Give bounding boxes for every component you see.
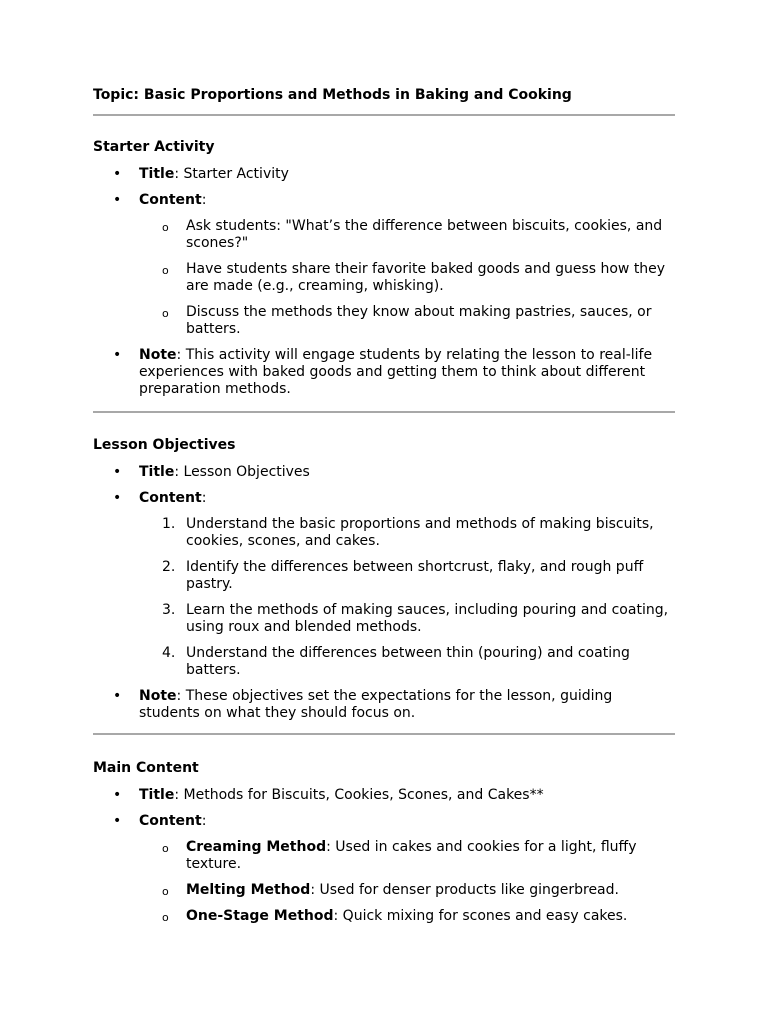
list-item: [93, 166, 675, 183]
content-label: Content: [139, 192, 202, 208]
method-text: : Used in cakes and cookies for a light, fluffy texture.: [186, 839, 637, 872]
list-item: [93, 192, 675, 209]
bullet-icon: •: [113, 490, 122, 506]
bullet-icon: •: [113, 813, 122, 829]
method-label: Creaming Method: [186, 839, 327, 855]
content-suffix: :: [201, 490, 207, 506]
list-item: [93, 464, 675, 481]
title-label: Title: [139, 787, 175, 803]
content-suffix: :: [201, 813, 207, 829]
section-heading-starter: Starter Activity: [93, 139, 215, 155]
method-label: One-Stage Method: [186, 908, 334, 924]
item-text: Understand the basic proportions and methods of making biscuits, cookies, scones, and cakes.: [186, 516, 654, 549]
list-item: [93, 813, 675, 830]
main-section: [93, 787, 675, 934]
circle-bullet-icon: o: [162, 221, 169, 234]
divider: [93, 114, 675, 116]
content-suffix: :: [201, 192, 207, 208]
bullet-icon: •: [113, 347, 122, 363]
title-value: : Starter Activity: [174, 166, 289, 182]
sub-list-item: [93, 839, 675, 873]
numbered-item: [93, 602, 675, 636]
objectives-section: [93, 464, 675, 731]
starter-section: [93, 166, 675, 407]
item-number: 3.: [162, 602, 176, 618]
title-label: Title: [139, 464, 175, 480]
content-label: Content: [139, 490, 202, 506]
item-number: 2.: [162, 559, 176, 575]
bullet-icon: •: [113, 166, 122, 182]
title-value: : Methods for Biscuits, Cookies, Scones, and Cakes**: [174, 787, 544, 803]
item-number: 1.: [162, 516, 176, 532]
sub-item-text: Discuss the methods they know about making pastries, sauces, or batters.: [186, 304, 652, 337]
section-heading-objectives: Lesson Objectives: [93, 437, 236, 453]
bullet-icon: •: [113, 192, 122, 208]
sub-item-text: Ask students: "What’s the difference between biscuits, cookies, and scones?": [186, 218, 663, 251]
title-label: Title: [139, 166, 175, 182]
sub-list-item: [93, 261, 675, 295]
section-heading-main: Main Content: [93, 760, 199, 776]
note-text: : These objectives set the expectations for the lesson, guiding students on what they should focus on.: [139, 688, 613, 721]
note-label: Note: [139, 347, 177, 363]
item-number: 4.: [162, 645, 176, 661]
circle-bullet-icon: o: [162, 264, 169, 277]
list-item: [93, 490, 675, 507]
circle-bullet-icon: o: [162, 911, 169, 924]
bullet-icon: •: [113, 464, 122, 480]
note-text: : This activity will engage students by relating the lesson to real-life experiences with baked goods and getting them to think about different preparation methods.: [139, 347, 653, 397]
list-item: [93, 688, 675, 722]
bullet-icon: •: [113, 688, 122, 704]
numbered-item: [93, 645, 675, 679]
sub-item-text: Have students share their favorite baked goods and guess how they are made (e.g., creaming, whisking).: [186, 261, 666, 294]
note-label: Note: [139, 688, 177, 704]
sub-list-item: [93, 882, 675, 899]
circle-bullet-icon: o: [162, 842, 169, 855]
numbered-item: [93, 516, 675, 550]
item-text: Understand the differences between thin (pouring) and coating batters.: [186, 645, 630, 678]
method-text: : Quick mixing for scones and easy cakes.: [333, 908, 628, 924]
sub-list-item: [93, 218, 675, 252]
page-title: Topic: Basic Proportions and Methods in Baking and Cooking: [93, 87, 572, 103]
sub-list-item: [93, 908, 675, 925]
bullet-icon: •: [113, 787, 122, 803]
list-item: [93, 787, 675, 804]
method-text: : Used for denser products like gingerbread.: [310, 882, 619, 898]
method-label: Melting Method: [186, 882, 311, 898]
circle-bullet-icon: o: [162, 885, 169, 898]
circle-bullet-icon: o: [162, 307, 169, 320]
numbered-item: [93, 559, 675, 593]
item-text: Learn the methods of making sauces, including pouring and coating, using roux and blended methods.: [186, 602, 669, 635]
divider: [93, 411, 675, 413]
divider: [93, 733, 675, 735]
title-value: : Lesson Objectives: [174, 464, 310, 480]
content-label: Content: [139, 813, 202, 829]
item-text: Identify the differences between shortcrust, flaky, and rough puff pastry.: [186, 559, 644, 592]
list-item: [93, 347, 675, 398]
sub-list-item: [93, 304, 675, 338]
